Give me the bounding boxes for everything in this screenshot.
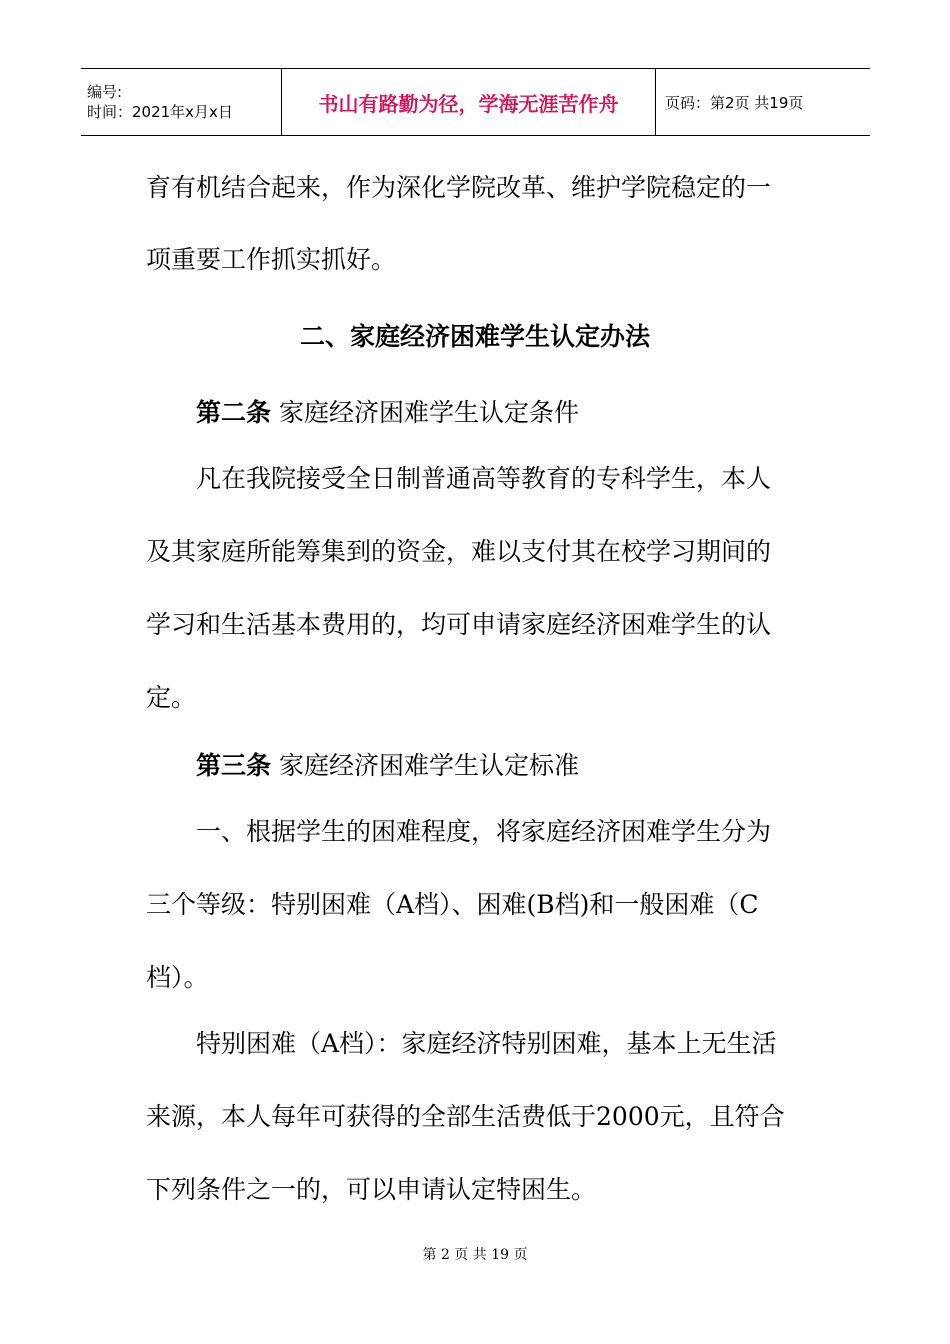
article-2-label: 第二条 [196, 398, 272, 427]
article-3-title: 家庭经济困难学生认定标准 [271, 751, 579, 780]
article-3-label: 第三条 [196, 751, 272, 780]
body-line: 一、根据学生的困难程度，将家庭经济困难学生分为 [196, 817, 772, 846]
header-number-label: 编号: [87, 83, 123, 101]
header-info-cell [81, 69, 282, 135]
body-line: 特别困难（A档）：家庭经济特别困难，基本上无生活 [196, 1029, 777, 1058]
body-line: 来源，本人每年可获得的全部生活费低于2000元，且符合 [146, 1102, 785, 1131]
page-footer: 第 2 页 共 19 页 [422, 1247, 528, 1263]
page-header [81, 68, 870, 136]
body-line: 定。 [146, 683, 197, 712]
body-line: 学习和生活基本费用的，均可申请家庭经济困难学生的认 [146, 610, 772, 639]
article-2-heading [196, 398, 579, 428]
section-heading: 二、家庭经济困难学生认定办法 [299, 322, 650, 351]
article-2-title: 家庭经济困难学生认定条件 [271, 398, 579, 427]
header-motto: 书山有路勤为径，学海无涯苦作舟 [318, 91, 619, 116]
body-line: 育有机结合起来，作为深化学院改革、维护学院稳定的一 [146, 173, 772, 202]
body-line: 项重要工作抓实抓好。 [146, 245, 397, 274]
header-date-label: 时间：2021年x月x日 [87, 103, 233, 121]
article-3-heading [196, 751, 579, 781]
body-line: 下列条件之一的，可以申请认定特困生。 [146, 1175, 597, 1204]
header-page-cell [656, 69, 870, 135]
header-motto-cell [282, 69, 656, 135]
body-line: 及其家庭所能筹集到的资金，难以支付其在校学习期间的 [146, 537, 772, 566]
body-line: 三个等级：特别困难（A档）、困难(B档)和一般困难（C [146, 890, 759, 919]
header-page-info: 页码：第2页 共19页 [665, 93, 804, 112]
body-line: 凡在我院接受全日制普通高等教育的专科学生，本人 [196, 464, 772, 493]
body-line: 档）。 [146, 963, 209, 992]
